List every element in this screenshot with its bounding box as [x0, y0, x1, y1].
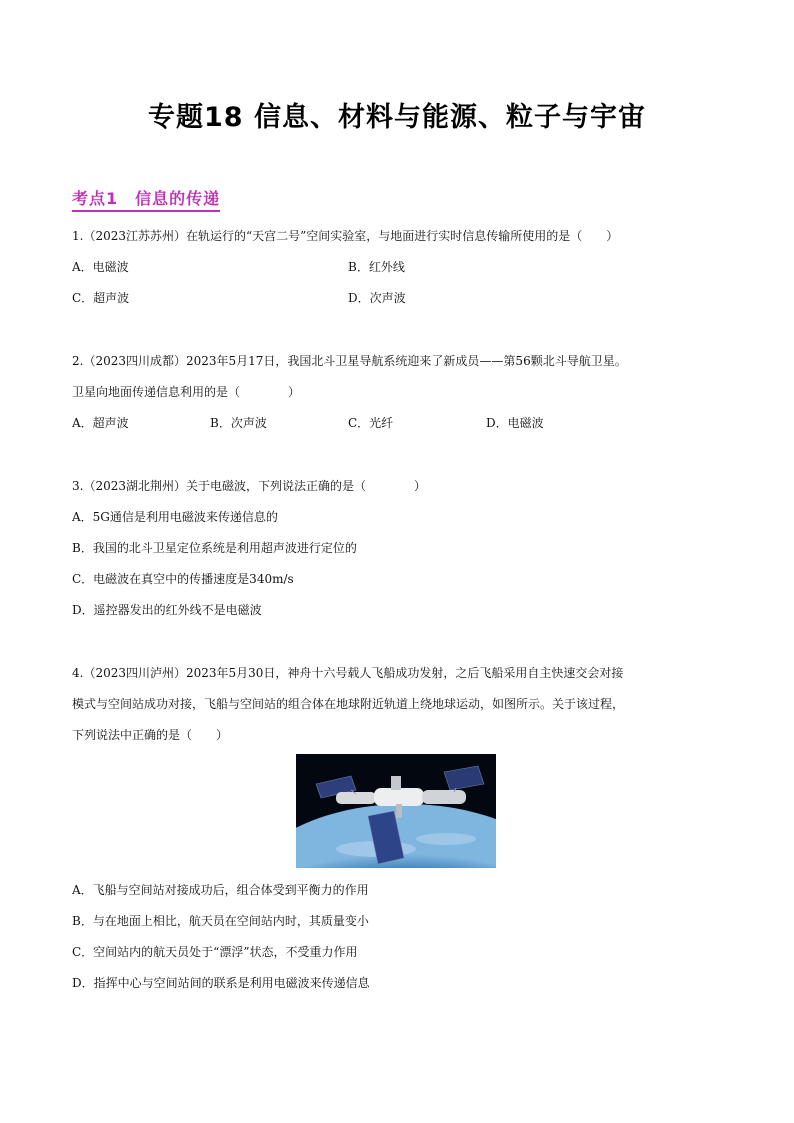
page-title: 专题18 信息、材料与能源、粒子与宇宙	[148, 102, 646, 133]
question-3-stem: 3.（2023湖北荆州）关于电磁波，下列说法正确的是（ ）	[72, 479, 426, 493]
question-1-option-c: C．超声波	[72, 291, 130, 305]
question-2-option-b: B．次声波	[210, 416, 267, 430]
question-4-option-d: D．指挥中心与空间站间的联系是利用电磁波来传递信息	[72, 976, 370, 990]
module-shape	[374, 788, 424, 806]
space-station-illustration	[296, 754, 496, 868]
question-2-option-d: D．电磁波	[486, 416, 544, 430]
question-4-stem-line-2: 模式与空间站成功对接，飞船与空间站的组合体在地球附近轨道上绕地球运动，如图所示。关于该过程，	[72, 697, 625, 711]
question-1-option-d: D．次声波	[348, 291, 406, 305]
question-2-option-c: C．光纤	[348, 416, 394, 430]
question-3-option-d: D．遥控器发出的红外线不是电磁波	[72, 603, 262, 617]
question-3-option-a: A．5G通信是利用电磁波来传递信息的	[72, 510, 278, 524]
question-4-stem-line-1: 4.（2023四川泸州）2023年5月30日，神舟十六号载人飞船成功发射，之后飞船采用自主快速交会对接	[72, 666, 624, 680]
question-2-option-a: A．超声波	[72, 416, 129, 430]
question-4-option-a: A．飞船与空间站对接成功后，组合体受到平衡力的作用	[72, 883, 369, 897]
question-3-option-c: C．电磁波在真空中的传播速度是340m/s	[72, 572, 294, 586]
module-shape	[422, 790, 466, 804]
question-2-stem-line-1: 2.（2023四川成都）2023年5月17日，我国北斗卫星导航系统迎来了新成员——第56颗北斗导航卫星。	[72, 354, 627, 368]
space-station-figure	[296, 754, 496, 868]
question-1-option-b: B．红外线	[348, 260, 405, 274]
question-4-option-b: B．与在地面上相比，航天员在空间站内时，其质量变小	[72, 914, 369, 928]
question-4-stem-line-3: 下列说法中正确的是（ ）	[72, 728, 229, 742]
question-2-stem-line-2: 卫星向地面传递信息利用的是（ ）	[72, 385, 301, 399]
question-1-stem: 1.（2023江苏苏州）在轨运行的“天宫二号”空间实验室，与地面进行实时信息传输所使用的是（ ）	[72, 229, 619, 243]
question-1-option-a: A．电磁波	[72, 260, 129, 274]
section-heading: 考点1 信息的传递	[72, 186, 220, 212]
question-4-option-c: C．空间站内的航天员处于“漂浮”状态，不受重力作用	[72, 945, 358, 959]
question-3-option-b: B．我国的北斗卫星定位系统是利用超声波进行定位的	[72, 541, 357, 555]
